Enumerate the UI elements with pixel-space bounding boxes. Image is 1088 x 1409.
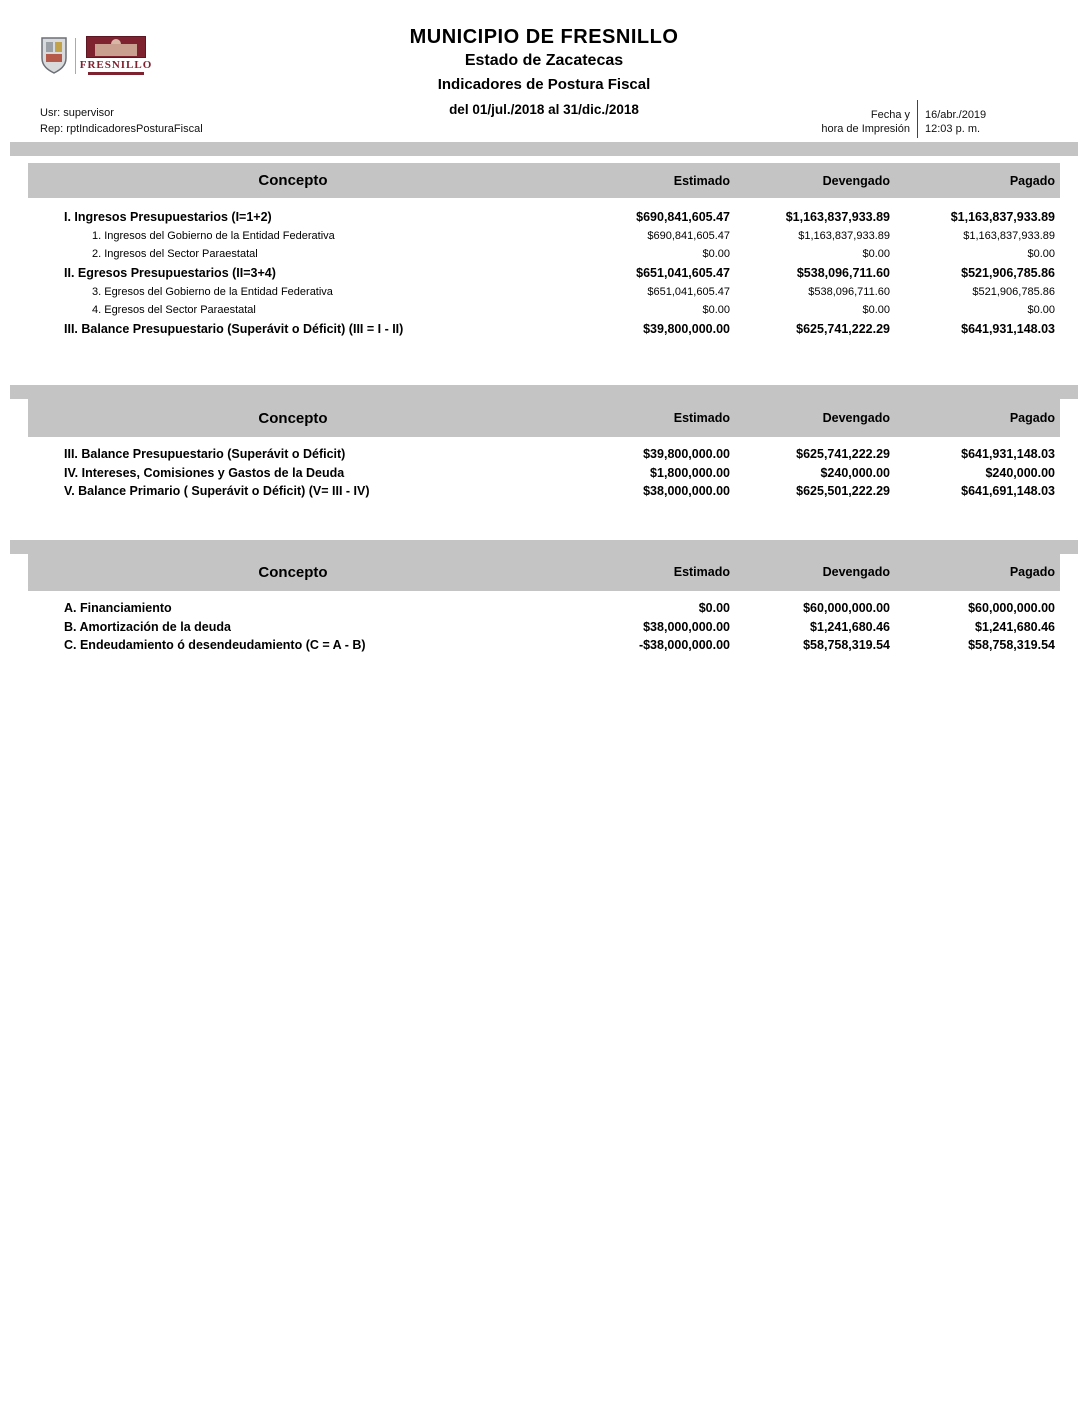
cell-estimado: $38,000,000.00 <box>643 619 730 634</box>
cell-estimado: $651,041,605.47 <box>647 285 730 298</box>
table-header <box>28 163 1060 198</box>
cell-pagado: $521,906,785.86 <box>972 285 1055 298</box>
table-row <box>28 618 1060 637</box>
cell-devengado: $625,501,222.29 <box>796 484 890 499</box>
cell-devengado: $1,163,837,933.89 <box>785 210 890 225</box>
report-period: del 01/jul./2018 al 31/dic./2018 <box>449 102 639 117</box>
row-label: 2. Ingresos del Sector Paraestatal <box>92 248 258 261</box>
cell-pagado: $1,163,837,933.89 <box>950 210 1055 225</box>
cell-pagado: $60,000,000.00 <box>968 601 1055 616</box>
report-name-label: Rep: rptIndicadoresPosturaFiscal <box>40 123 203 135</box>
col-header-pagado: Pagado <box>1009 565 1055 579</box>
table-row <box>28 282 1060 301</box>
cell-pagado: $0.00 <box>1027 248 1055 261</box>
table-row <box>28 245 1060 264</box>
col-header-concepto: Concepto <box>258 172 328 189</box>
cell-estimado: $0.00 <box>702 304 730 317</box>
fresnillo-logo-bar <box>88 72 144 75</box>
table-row <box>28 636 1060 655</box>
table-row <box>28 464 1060 483</box>
cell-pagado: $641,931,148.03 <box>961 321 1055 336</box>
cell-pagado: $58,758,319.54 <box>968 638 1055 653</box>
table-row <box>28 264 1060 283</box>
col-header-pagado: Pagado <box>1009 173 1055 188</box>
cell-pagado: $521,906,785.86 <box>961 266 1055 281</box>
col-header-devengado: Devengado <box>822 411 890 425</box>
table-body <box>28 208 1060 338</box>
cell-estimado: $0.00 <box>702 248 730 261</box>
print-info-divider <box>917 100 918 138</box>
cell-devengado: $625,741,222.29 <box>796 321 890 336</box>
cell-estimado: -$38,000,000.00 <box>638 638 730 653</box>
page-subtitle-state: Estado de Zacatecas <box>464 52 624 69</box>
row-label: V. Balance Primario ( Superávit o Déficit) (V= III - IV) <box>64 484 370 499</box>
user-label: Usr: supervisor <box>40 107 114 119</box>
cell-pagado: $641,931,148.03 <box>961 447 1055 462</box>
row-label: B. Amortización de la deuda <box>64 619 231 634</box>
row-label: III. Balance Presupuestario (Superávit o Déficit) (III = I - II) <box>64 321 404 336</box>
table-row <box>28 320 1060 339</box>
cell-pagado: $0.00 <box>1027 304 1055 317</box>
cell-devengado: $0.00 <box>862 248 890 261</box>
page-subtitle-report: Indicadores de Postura Fiscal <box>437 76 651 93</box>
print-date-label-line2: hora de Impresión <box>821 123 910 135</box>
cell-devengado: $60,000,000.00 <box>803 601 890 616</box>
row-label: 1. Ingresos del Gobierno de la Entidad Federativa <box>92 229 335 242</box>
table-row <box>28 445 1060 464</box>
table-body <box>28 445 1060 501</box>
row-label: 3. Egresos del Gobierno de la Entidad Federativa <box>92 285 333 298</box>
cell-devengado: $1,163,837,933.89 <box>798 229 890 242</box>
print-date-label-line1: Fecha y <box>870 109 910 121</box>
cell-estimado: $38,000,000.00 <box>643 484 730 499</box>
row-label: I. Ingresos Presupuestarios (I=1+2) <box>64 210 272 225</box>
row-label: 4. Egresos del Sector Paraestatal <box>92 304 256 317</box>
cell-pagado: $240,000.00 <box>985 465 1055 480</box>
table-row <box>28 599 1060 618</box>
cell-pagado: $1,163,837,933.89 <box>963 229 1055 242</box>
cell-pagado: $1,241,680.46 <box>975 619 1055 634</box>
col-header-devengado: Devengado <box>822 173 890 188</box>
fresnillo-logo-text: FRESNILLO <box>79 59 153 71</box>
table-header <box>28 399 1060 437</box>
cell-estimado: $690,841,605.47 <box>647 229 730 242</box>
cell-estimado: $651,041,605.47 <box>636 266 730 281</box>
page-title: MUNICIPIO DE FRESNILLO <box>409 26 679 48</box>
section-divider-strip-3 <box>10 540 1078 554</box>
table-row <box>28 301 1060 320</box>
col-header-concepto: Concepto <box>258 563 328 581</box>
col-header-estimado: Estimado <box>673 565 730 579</box>
section-divider-strip-1 <box>10 142 1078 156</box>
cell-estimado: $1,800,000.00 <box>650 465 730 480</box>
cell-devengado: $538,096,711.60 <box>796 266 890 281</box>
table-row <box>28 482 1060 501</box>
cell-estimado: $690,841,605.47 <box>636 210 730 225</box>
cell-pagado: $641,691,148.03 <box>961 484 1055 499</box>
table-primary-balance <box>28 399 1060 501</box>
cell-estimado: $0.00 <box>698 601 730 616</box>
table-budget-balance <box>28 163 1060 338</box>
row-label: II. Egresos Presupuestarios (II=3+4) <box>64 266 276 281</box>
table-body <box>28 599 1060 655</box>
row-label: C. Endeudamiento ó desendeudamiento (C = A - B) <box>64 638 366 653</box>
table-row <box>28 208 1060 227</box>
row-label: III. Balance Presupuestario (Superávit o Déficit) <box>64 447 346 462</box>
cell-devengado: $240,000.00 <box>820 465 890 480</box>
cell-devengado: $1,241,680.46 <box>810 619 890 634</box>
print-time-value: 12:03 p. m. <box>925 123 981 135</box>
row-label: A. Financiamiento <box>64 601 172 616</box>
cell-devengado: $625,741,222.29 <box>796 447 890 462</box>
row-label: IV. Intereses, Comisiones y Gastos de la Deuda <box>64 465 345 480</box>
cell-estimado: $39,800,000.00 <box>643 447 730 462</box>
col-header-estimado: Estimado <box>673 173 730 188</box>
table-header <box>28 553 1060 591</box>
col-header-pagado: Pagado <box>1009 411 1055 425</box>
col-header-estimado: Estimado <box>673 411 730 425</box>
cell-devengado: $538,096,711.60 <box>808 285 890 298</box>
cell-estimado: $39,800,000.00 <box>643 321 730 336</box>
table-debt <box>28 553 1060 655</box>
cell-devengado: $0.00 <box>862 304 890 317</box>
section-divider-strip-2 <box>10 385 1078 399</box>
col-header-concepto: Concepto <box>258 409 328 427</box>
cell-devengado: $58,758,319.54 <box>803 638 890 653</box>
col-header-devengado: Devengado <box>822 565 890 579</box>
print-date-value: 16/abr./2019 <box>925 109 987 121</box>
table-row <box>28 227 1060 246</box>
